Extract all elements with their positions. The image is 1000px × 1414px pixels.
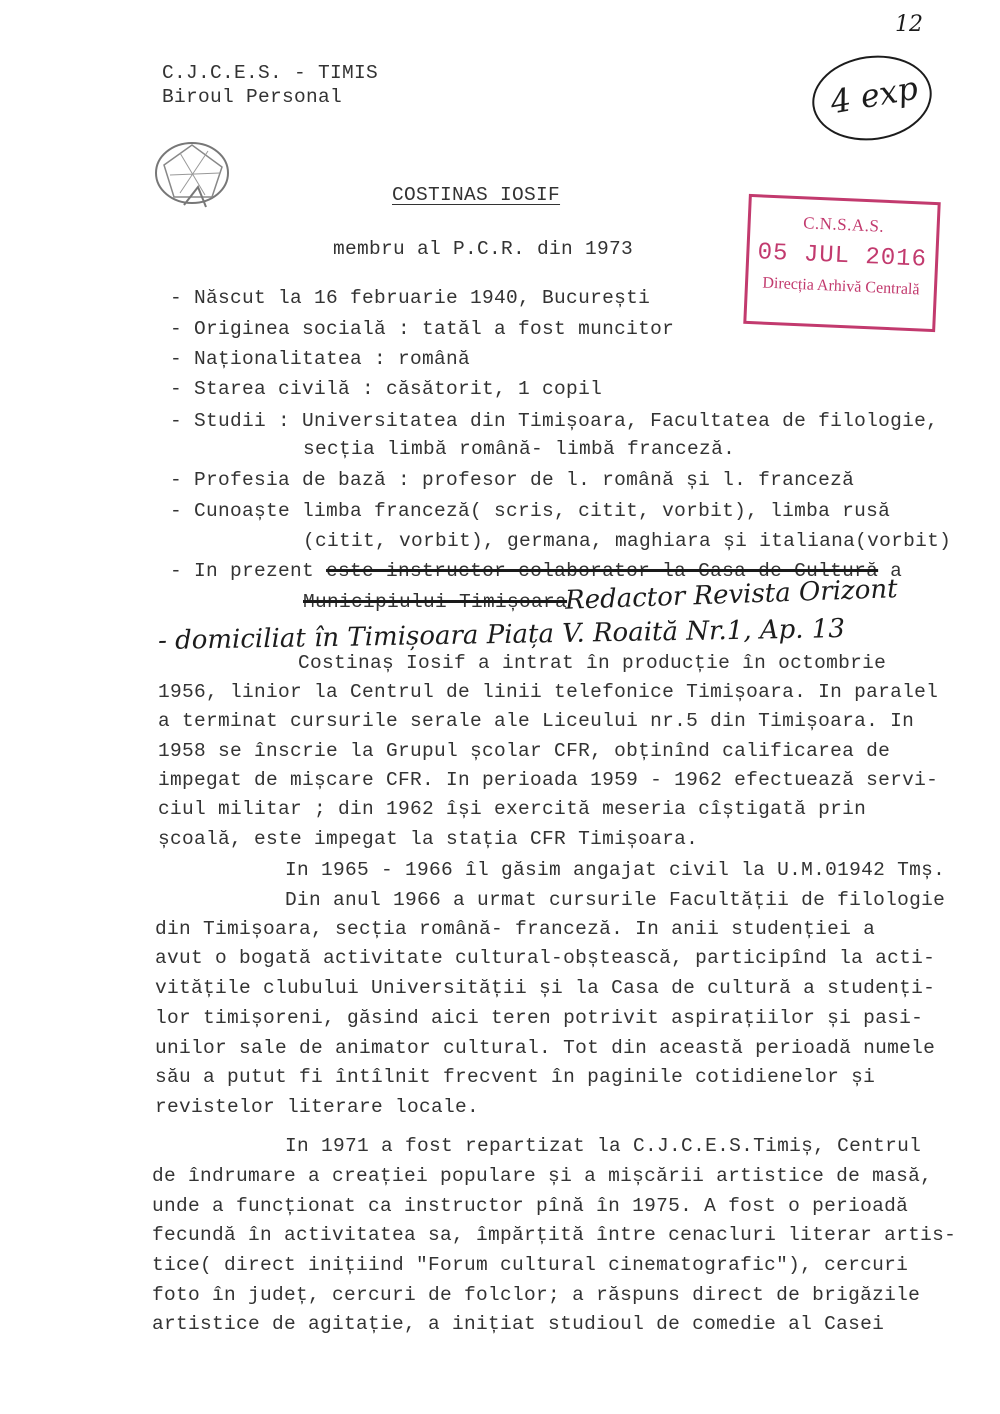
p1-line-2: 1956, linior la Centrul de linii telefonice Timișoara. In paralel: [158, 681, 939, 703]
stamp-date: 05 JUL 2016: [757, 239, 928, 274]
handwritten-address: - domiciliat în Timișoara Piața V. Roaită Nr.1, Ap. 13: [157, 614, 846, 656]
present-suffix: a: [890, 560, 903, 582]
present-struck-text: este instructor colaborator la Casa de Cultură: [326, 560, 879, 582]
archive-stamp: [743, 194, 940, 332]
p1-line-7: școală, este impegat la stația CFR Timișoara.: [158, 828, 699, 850]
party-membership: membru al P.C.R. din 1973: [333, 238, 634, 260]
fact-origin: - Originea socială : tatăl a fost muncitor: [170, 318, 675, 340]
p3-line-3: avut o bogată activitate cultural-obștească, participînd la acti-: [155, 947, 936, 969]
header-institution: C.J.C.E.S. - TIMIS: [162, 62, 379, 84]
p2-line-1: In 1965 - 1966 îl găsim angajat civil la U.M.01942 Tmș.: [285, 859, 946, 881]
person-name-title: COSTINAS IOSIF: [392, 184, 561, 206]
page-number-annotation: 12: [895, 12, 923, 37]
p1-line-5: impegat de mișcare CFR. In perioada 1959 - 1962 efectuează servi-: [158, 769, 939, 791]
fact-nationality: - Naționalitatea : română: [170, 348, 471, 370]
p4-line-3: unde a funcționat ca instructor pînă în 1975. A fost o perioadă: [152, 1195, 909, 1217]
fact-born: - Născut la 16 februarie 1940, București: [170, 287, 651, 309]
exemplars-annotation: 4 exp: [827, 68, 921, 122]
present-struck-text-2: Municipiului Timișoara: [303, 591, 568, 613]
p3-line-1: Din anul 1966 a urmat cursurile Facultății de filologie: [285, 889, 946, 911]
p4-line-1: In 1971 a fost repartizat la C.J.C.E.S.Timiș, Centrul: [285, 1135, 922, 1157]
header-office: Biroul Personal: [162, 86, 343, 108]
p4-line-4: fecundă în activitatea sa, împărțită între cenacluri literar artis-: [152, 1224, 957, 1246]
fact-languages: - Cunoaște limba franceză( scris, citit, vorbit), limba rusă: [170, 500, 891, 522]
p1-line-6: ciul militar ; din 1962 își exercită meseria cîștigată prin: [158, 798, 867, 820]
fact-languages-cont: (citit, vorbit), germana, maghiara și italiana(vorbit): [303, 530, 952, 552]
p3-line-7: său a putut fi întîlnit frecvent în paginile cotidienelor și: [155, 1066, 876, 1088]
p3-line-6: unilor sale de animator cultural. Tot din această perioadă numele: [155, 1037, 936, 1059]
seal-icon: [150, 135, 240, 210]
p4-line-7: artistice de agitație, a inițiat studioul de comedie al Casei: [152, 1313, 885, 1335]
p1-line-3: a terminat cursurile serale ale Liceului nr.5 din Timișoara. In: [158, 710, 915, 732]
handwritten-position: Redactor Revista Orizont: [564, 574, 899, 616]
p4-line-5: tice( direct inițiind "Forum cultural cinematografic"), cercuri: [152, 1254, 909, 1276]
p4-line-2: de îndrumare a creației populare și a mișcării artistice de masă,: [152, 1165, 933, 1187]
stamp-agency: C.N.S.A.S.: [802, 213, 885, 236]
p3-line-8: revistelor literare locale.: [155, 1096, 480, 1118]
p3-line-5: lor timișoreni, găsind aici teren potrivit aspirațiilor și pasi-: [155, 1007, 924, 1029]
fact-studies-cont: secția limbă română- limbă franceză.: [303, 438, 736, 460]
stamp-department: Direcția Arhivă Centrală: [762, 274, 920, 299]
p1-line-4: 1958 se înscrie la Grupul școlar CFR, obținînd calificarea de: [158, 740, 891, 762]
fact-studies: - Studii : Universitatea din Timișoara, Facultatea de filologie,: [170, 410, 939, 432]
fact-civil-status: - Starea civilă : căsătorit, 1 copil: [170, 378, 603, 400]
p4-line-6: foto în județ, cercuri de folclor; a răspuns direct de brigăzile: [152, 1284, 921, 1306]
p1-line-1: Costinaș Iosif a intrat în producție în octombrie: [298, 652, 887, 674]
fact-profession: - Profesia de bază : profesor de l. română și l. franceză: [170, 469, 855, 491]
p3-line-4: vitățile clubului Universității și la Casa de cultură a studenți-: [155, 977, 936, 999]
present-prefix: - In prezent: [170, 560, 315, 582]
p3-line-2: din Timișoara, secția română- franceză. In anii studenției a: [155, 918, 876, 940]
